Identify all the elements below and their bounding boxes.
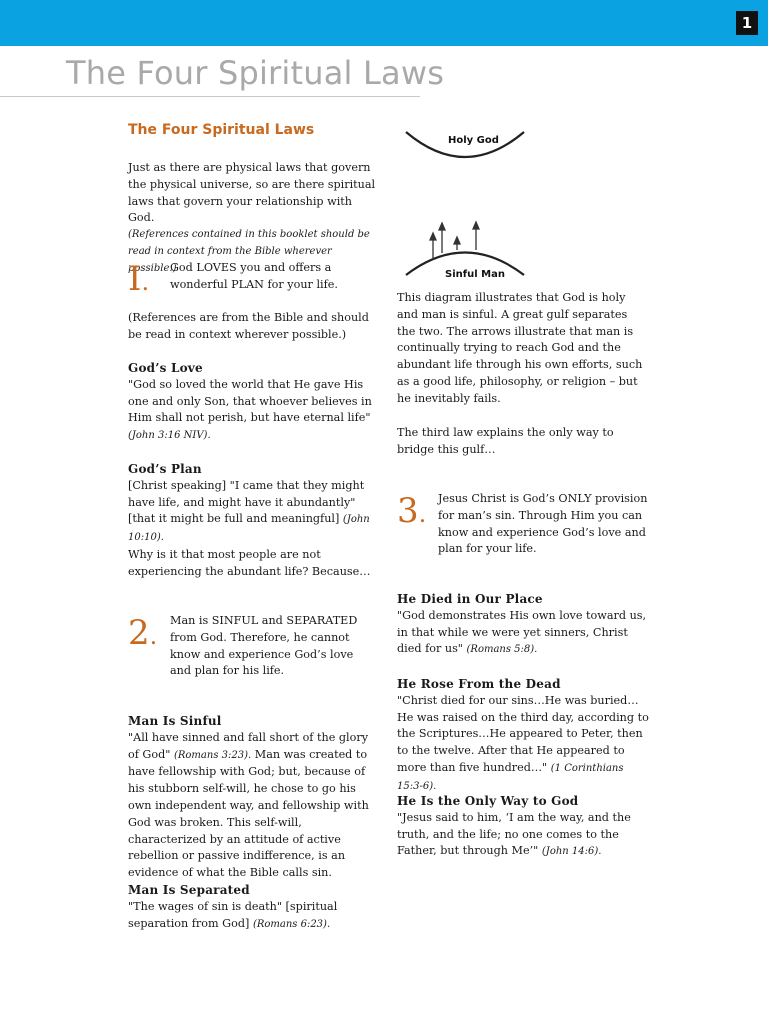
- rose-ref: (1 Corinthians 15:3-6).: [397, 762, 624, 792]
- gods-plan-heading: God’s Plan: [128, 462, 202, 476]
- header-bar: [0, 0, 768, 46]
- gulf-diagram: [400, 120, 530, 290]
- intro-text: Just as there are physical laws that govern the physical universe, so are there spiritual laws that govern your relationship with God.: [128, 161, 376, 225]
- man-sinful-ref: (Romans 3:23).: [173, 749, 252, 761]
- died-quote: "God demonstrates His own love toward us, in that while we were yet sinners, Christ died for us": [397, 608, 647, 656]
- law-1-note: (References are from the Bible and should be read in context wherever possible.): [128, 311, 369, 341]
- arrow-3-head: [454, 237, 460, 244]
- only-way-block: [397, 793, 649, 861]
- question-text: Why is it that most people are not experiencing the abundant life? Because…: [128, 548, 371, 578]
- man-sinful-heading: Man Is Sinful: [128, 714, 222, 728]
- only-way-ref: (John 14:6).: [541, 846, 602, 858]
- arrow-2-head: [439, 223, 445, 230]
- man-separated-heading: Man Is Separated: [128, 883, 250, 897]
- man-sinful-text: Man was created to have fellowship with God; but, because of his stubborn self-will, he chose to go his own independent way, and fellowship with God was broken. This self-will, characterized by an attitude of active rebellion or passive indifference, is an evidence of what the Bible calls sin.: [128, 747, 369, 880]
- man-sinful-block: [128, 713, 380, 882]
- holy-god-label: Holy God: [448, 135, 499, 146]
- third-law-intro: The third law explains the only way to bridge this gulf…: [397, 426, 614, 456]
- died-block: [397, 591, 649, 659]
- rose-block: [397, 676, 649, 796]
- gods-love-heading: God’s Love: [128, 361, 203, 375]
- man-separated-ref: (Romans 6:23).: [252, 918, 331, 930]
- title-divider: [0, 96, 420, 97]
- man-separated-quote: "The wages of sin is death" [spiritual separation from God]: [128, 899, 338, 930]
- law-1-text: God LOVES you and offers a wonderful PLAN for your life.: [170, 261, 338, 291]
- page-title: The Four Spiritual Laws: [66, 54, 445, 92]
- sinful-man-label: Sinful Man: [445, 269, 505, 280]
- gods-plan-ref: (John 10:10).: [128, 514, 370, 544]
- section-title: The Four Spiritual Laws: [128, 122, 315, 138]
- gods-plan-block: [128, 461, 380, 547]
- page-number: 1: [736, 11, 758, 35]
- gods-love-block: [128, 360, 380, 445]
- law-3-text: Jesus Christ is God’s ONLY provision for man’s sin. Through Him you can know and experience God’s love and plan for your life.: [438, 492, 648, 556]
- law-3-numeral-text: 3: [397, 491, 419, 531]
- gods-plan-quote: [Christ speaking] "I came that they might have life, and might have it abundantly" [that it might be full and meaningful]: [128, 478, 365, 526]
- law-1-numeral: I.: [128, 259, 150, 299]
- man-separated-block: [128, 882, 380, 933]
- arrow-1-head: [430, 233, 436, 240]
- intro-note: (References contained in this booklet should be read in context from the Bible wherever possible.): [128, 229, 370, 274]
- law-3-numeral: 3.: [397, 491, 427, 531]
- rose-heading: He Rose From the Dead: [397, 677, 561, 691]
- gods-love-ref: (John 3:16 NIV).: [128, 430, 211, 442]
- law-2-numeral: 2.: [128, 613, 158, 653]
- rose-quote: "Christ died for our sins…He was buried… He was raised on the third day, according to the Scriptures…He appeared to Peter, then to the twelve. After that He appeared to more than five hundred…": [397, 693, 649, 774]
- law-2-numeral-text: 2: [128, 613, 150, 653]
- law-1-numeral-text: I: [128, 259, 142, 299]
- arrow-4-head: [473, 222, 479, 229]
- gods-love-quote: "God so loved the world that He gave His one and only Son, that whoever believes in Him shall not perish, but have eternal life": [128, 377, 372, 425]
- died-ref: (Romans 5:8).: [466, 644, 538, 656]
- only-way-quote: "Jesus said to him, ‘I am the way, and the truth, and the life; no one comes to the Father, but through Me’": [397, 810, 631, 858]
- law-2-text: Man is SINFUL and SEPARATED from God. Therefore, he cannot know and experience God’s love and plan for his life.: [170, 614, 358, 678]
- diagram-caption: This diagram illustrates that God is holy and man is sinful. A great gulf separates the two. The arrows illustrate that man is continually trying to reach God and the abundant life through his own efforts, such as a good life, philosophy, or religion – but he inevitably fails.: [397, 291, 643, 405]
- man-sinful-quote: "All have sinned and fall short of the glory of God": [128, 730, 369, 761]
- only-way-heading: He Is the Only Way to God: [397, 794, 579, 808]
- died-heading: He Died in Our Place: [397, 592, 543, 606]
